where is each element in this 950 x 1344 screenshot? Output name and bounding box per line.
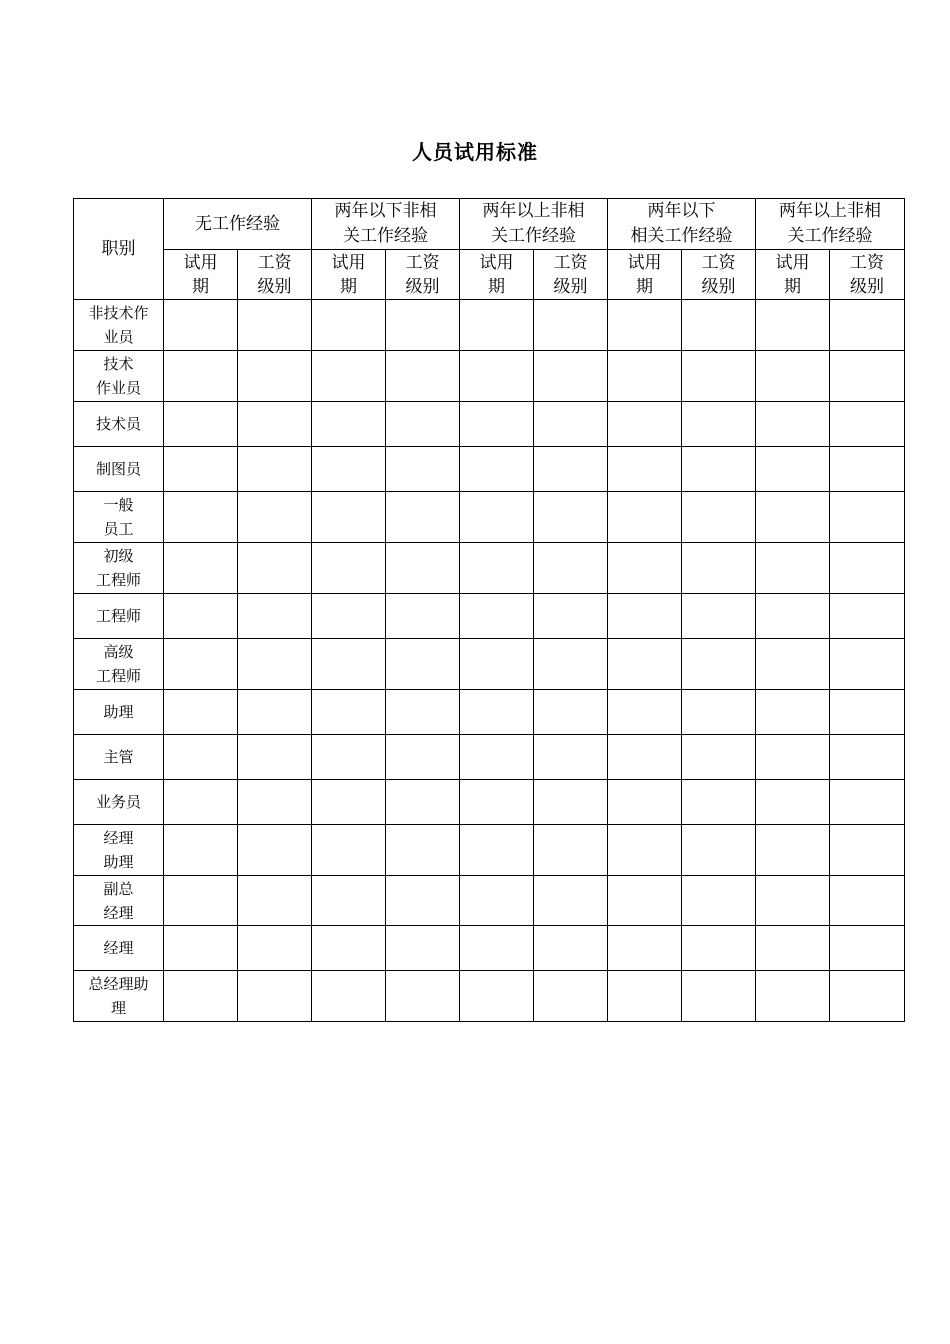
salary-grade-cell[interactable] xyxy=(682,300,756,351)
category-header-line2: 关工作经验 xyxy=(787,226,873,246)
salary-subheader-line2: 级别 xyxy=(553,276,588,297)
category-header-cell xyxy=(608,199,756,250)
probation-value-cell[interactable] xyxy=(756,300,830,351)
salary-grade-cell[interactable] xyxy=(238,971,312,1022)
probation-subheader-line2: 期 xyxy=(192,276,209,297)
probation-subheader-cell xyxy=(608,250,682,300)
salary-grade-cell[interactable] xyxy=(830,402,905,447)
position-label-cell xyxy=(74,780,164,825)
salary-subheader-cell xyxy=(238,250,312,300)
salary-grade-cell[interactable] xyxy=(830,690,905,735)
salary-grade-cell[interactable] xyxy=(386,447,460,492)
position-label-line1: 经理 xyxy=(103,829,134,847)
position-label-line2: 作业员 xyxy=(95,379,141,397)
table-row xyxy=(74,876,905,926)
position-label-cell xyxy=(74,876,164,926)
category-header-cell xyxy=(312,199,460,250)
probation-subheader-line2: 期 xyxy=(488,276,505,297)
salary-subheader-cell xyxy=(682,250,756,300)
probation-value-cell[interactable] xyxy=(460,926,534,971)
category-header-cell xyxy=(460,199,608,250)
header-row-categories xyxy=(74,199,905,250)
probation-value-cell[interactable] xyxy=(312,447,386,492)
salary-grade-cell[interactable] xyxy=(534,594,608,639)
position-label-cell xyxy=(74,971,164,1022)
salary-grade-cell[interactable] xyxy=(386,971,460,1022)
probation-value-cell[interactable] xyxy=(756,543,830,594)
salary-grade-cell[interactable] xyxy=(238,492,312,543)
probation-value-cell[interactable] xyxy=(608,971,682,1022)
probation-value-cell[interactable] xyxy=(756,690,830,735)
position-label-line2: 理 xyxy=(110,999,126,1017)
probation-value-cell[interactable] xyxy=(756,876,830,926)
probation-value-cell[interactable] xyxy=(312,351,386,402)
salary-grade-cell[interactable] xyxy=(534,300,608,351)
salary-grade-cell[interactable] xyxy=(238,690,312,735)
probation-value-cell[interactable] xyxy=(164,735,238,780)
probation-value-cell[interactable] xyxy=(756,926,830,971)
position-label-cell xyxy=(74,492,164,543)
probation-value-cell[interactable] xyxy=(460,351,534,402)
position-label-cell xyxy=(74,825,164,876)
salary-grade-cell[interactable] xyxy=(534,690,608,735)
probation-value-cell[interactable] xyxy=(608,402,682,447)
probation-value-cell[interactable] xyxy=(756,594,830,639)
probation-subheader-line1: 试用 xyxy=(331,252,366,273)
salary-grade-cell[interactable] xyxy=(534,492,608,543)
salary-grade-cell[interactable] xyxy=(830,926,905,971)
position-label-cell xyxy=(74,926,164,971)
probation-value-cell[interactable] xyxy=(756,447,830,492)
table-row xyxy=(74,447,905,492)
probation-value-cell[interactable] xyxy=(164,594,238,639)
salary-grade-cell[interactable] xyxy=(830,825,905,876)
position-label-line1: 副总 xyxy=(103,879,134,898)
probation-value-cell[interactable] xyxy=(312,876,386,926)
category-header-line2: 相关工作经验 xyxy=(630,226,733,246)
position-label-line1: 总经理助 xyxy=(88,975,149,993)
salary-grade-cell[interactable] xyxy=(534,971,608,1022)
salary-grade-cell[interactable] xyxy=(830,447,905,492)
probation-value-cell[interactable] xyxy=(312,690,386,735)
salary-grade-cell[interactable] xyxy=(682,971,756,1022)
salary-subheader-line1: 工资 xyxy=(553,252,588,273)
probation-value-cell[interactable] xyxy=(756,971,830,1022)
salary-grade-cell[interactable] xyxy=(534,780,608,825)
probation-value-cell[interactable] xyxy=(164,926,238,971)
salary-grade-cell[interactable] xyxy=(682,876,756,926)
position-label-line1: 一般 xyxy=(103,496,134,514)
position-label-line1: 非技术作 xyxy=(88,304,149,322)
salary-grade-cell[interactable] xyxy=(534,543,608,594)
probation-subheader-line2: 期 xyxy=(340,276,357,297)
probation-value-cell[interactable] xyxy=(756,639,830,690)
salary-grade-cell[interactable] xyxy=(386,351,460,402)
probation-value-cell[interactable] xyxy=(460,825,534,876)
table-row xyxy=(74,735,905,780)
position-label-line1: 技术 xyxy=(103,355,134,373)
probation-value-cell[interactable] xyxy=(460,543,534,594)
table-row xyxy=(74,300,905,351)
table-row xyxy=(74,594,905,639)
salary-grade-cell[interactable] xyxy=(386,300,460,351)
probation-value-cell[interactable] xyxy=(608,876,682,926)
corner-header-label: 职别 xyxy=(101,239,136,259)
table-row xyxy=(74,543,905,594)
position-label-line2: 助理 xyxy=(103,853,134,871)
probation-value-cell[interactable] xyxy=(164,300,238,351)
probation-value-cell[interactable] xyxy=(460,300,534,351)
salary-grade-cell[interactable] xyxy=(534,735,608,780)
salary-grade-cell[interactable] xyxy=(534,825,608,876)
salary-grade-cell[interactable] xyxy=(534,639,608,690)
probation-value-cell[interactable] xyxy=(164,780,238,825)
category-header-line1: 两年以下非相 xyxy=(334,201,437,221)
probation-value-cell[interactable] xyxy=(608,447,682,492)
table-row xyxy=(74,351,905,402)
table-row xyxy=(74,690,905,735)
salary-grade-cell[interactable] xyxy=(830,876,905,926)
position-label-cell xyxy=(74,351,164,402)
probation-value-cell[interactable] xyxy=(460,690,534,735)
probation-value-cell[interactable] xyxy=(312,971,386,1022)
salary-subheader-line2: 级别 xyxy=(850,276,884,297)
salary-grade-cell[interactable] xyxy=(386,492,460,543)
salary-grade-cell[interactable] xyxy=(238,543,312,594)
salary-grade-cell[interactable] xyxy=(386,402,460,447)
table-row xyxy=(74,639,905,690)
probation-subheader-cell xyxy=(312,250,386,300)
salary-grade-cell[interactable] xyxy=(682,594,756,639)
position-label-line1: 经理 xyxy=(103,939,134,957)
probation-value-cell[interactable] xyxy=(164,876,238,926)
probation-subheader-line1: 试用 xyxy=(479,252,514,273)
salary-grade-cell[interactable] xyxy=(830,735,905,780)
table-row xyxy=(74,971,905,1022)
probation-value-cell[interactable] xyxy=(608,690,682,735)
salary-grade-cell[interactable] xyxy=(238,351,312,402)
corner-header-cell xyxy=(74,199,164,300)
position-label-line2: 工程师 xyxy=(95,667,141,685)
position-label-line1: 助理 xyxy=(103,703,134,721)
salary-grade-cell[interactable] xyxy=(534,876,608,926)
position-label-cell xyxy=(74,543,164,594)
position-label-cell xyxy=(74,690,164,735)
probation-value-cell[interactable] xyxy=(312,926,386,971)
probation-value-cell[interactable] xyxy=(164,447,238,492)
probation-subheader-line1: 试用 xyxy=(775,252,810,273)
probation-value-cell[interactable] xyxy=(312,492,386,543)
probation-value-cell[interactable] xyxy=(608,543,682,594)
probation-value-cell[interactable] xyxy=(312,543,386,594)
salary-grade-cell[interactable] xyxy=(238,735,312,780)
position-label-line1: 高级 xyxy=(103,643,134,661)
probation-value-cell[interactable] xyxy=(608,825,682,876)
salary-grade-cell[interactable] xyxy=(682,926,756,971)
table-row xyxy=(74,492,905,543)
category-header-cell xyxy=(756,199,905,250)
probation-value-cell[interactable] xyxy=(460,447,534,492)
salary-grade-cell[interactable] xyxy=(682,690,756,735)
salary-grade-cell[interactable] xyxy=(238,825,312,876)
salary-grade-cell[interactable] xyxy=(238,639,312,690)
salary-subheader-line1: 工资 xyxy=(257,252,292,273)
probation-value-cell[interactable] xyxy=(164,971,238,1022)
salary-grade-cell[interactable] xyxy=(238,402,312,447)
salary-grade-cell[interactable] xyxy=(534,447,608,492)
probation-subheader-line1: 试用 xyxy=(627,252,662,273)
position-label-line1: 初级 xyxy=(103,547,134,565)
salary-subheader-cell xyxy=(534,250,608,300)
salary-grade-cell[interactable] xyxy=(238,594,312,639)
probation-value-cell[interactable] xyxy=(164,639,238,690)
position-label-cell xyxy=(74,447,164,492)
probation-value-cell[interactable] xyxy=(460,780,534,825)
table-body xyxy=(74,199,905,1022)
salary-grade-cell[interactable] xyxy=(386,543,460,594)
probation-value-cell[interactable] xyxy=(608,735,682,780)
probation-value-cell[interactable] xyxy=(164,351,238,402)
probation-value-cell[interactable] xyxy=(608,926,682,971)
probation-value-cell[interactable] xyxy=(756,492,830,543)
salary-grade-cell[interactable] xyxy=(238,300,312,351)
probation-value-cell[interactable] xyxy=(460,594,534,639)
probation-value-cell[interactable] xyxy=(608,492,682,543)
salary-grade-cell[interactable] xyxy=(682,351,756,402)
probation-value-cell[interactable] xyxy=(756,351,830,402)
salary-grade-cell[interactable] xyxy=(534,926,608,971)
probation-value-cell[interactable] xyxy=(312,300,386,351)
salary-subheader-line2: 级别 xyxy=(405,276,440,297)
probation-value-cell[interactable] xyxy=(460,639,534,690)
probation-value-cell[interactable] xyxy=(312,639,386,690)
probation-value-cell[interactable] xyxy=(608,780,682,825)
salary-subheader-line2: 级别 xyxy=(701,276,736,297)
probation-value-cell[interactable] xyxy=(164,402,238,447)
salary-subheader-line1: 工资 xyxy=(850,252,884,273)
position-label-line1: 业务员 xyxy=(95,793,141,811)
position-label-line1: 主管 xyxy=(103,748,134,766)
category-header-line2: 关工作经验 xyxy=(491,226,576,246)
position-label-line2: 经理 xyxy=(103,903,134,922)
probation-value-cell[interactable] xyxy=(608,300,682,351)
table-row xyxy=(74,402,905,447)
salary-grade-cell[interactable] xyxy=(830,300,905,351)
salary-grade-cell[interactable] xyxy=(534,351,608,402)
salary-grade-cell[interactable] xyxy=(386,690,460,735)
salary-grade-cell[interactable] xyxy=(682,639,756,690)
probation-value-cell[interactable] xyxy=(164,825,238,876)
probation-value-cell[interactable] xyxy=(460,876,534,926)
salary-grade-cell[interactable] xyxy=(682,780,756,825)
salary-grade-cell[interactable] xyxy=(682,825,756,876)
position-label-cell xyxy=(74,735,164,780)
salary-grade-cell[interactable] xyxy=(682,492,756,543)
salary-grade-cell[interactable] xyxy=(238,876,312,926)
probation-value-cell[interactable] xyxy=(164,492,238,543)
probation-value-cell[interactable] xyxy=(460,402,534,447)
page-title: 人员试用标准 xyxy=(412,140,538,164)
probation-value-cell[interactable] xyxy=(608,594,682,639)
salary-grade-cell[interactable] xyxy=(682,735,756,780)
salary-subheader-cell xyxy=(830,250,905,300)
category-header-line2: 关工作经验 xyxy=(343,226,428,246)
salary-grade-cell[interactable] xyxy=(830,543,905,594)
salary-grade-cell[interactable] xyxy=(386,735,460,780)
probation-value-cell[interactable] xyxy=(164,543,238,594)
position-label-cell xyxy=(74,300,164,351)
probation-value-cell[interactable] xyxy=(312,780,386,825)
probation-value-cell[interactable] xyxy=(756,735,830,780)
salary-grade-cell[interactable] xyxy=(830,639,905,690)
salary-grade-cell[interactable] xyxy=(682,402,756,447)
probation-value-cell[interactable] xyxy=(312,735,386,780)
probation-value-cell[interactable] xyxy=(460,735,534,780)
salary-grade-cell[interactable] xyxy=(830,594,905,639)
salary-grade-cell[interactable] xyxy=(830,351,905,402)
salary-grade-cell[interactable] xyxy=(386,594,460,639)
table-row xyxy=(74,926,905,971)
salary-grade-cell[interactable] xyxy=(682,447,756,492)
category-header-line1: 两年以上非相 xyxy=(779,201,881,221)
salary-grade-cell[interactable] xyxy=(386,639,460,690)
salary-grade-cell[interactable] xyxy=(238,447,312,492)
salary-grade-cell[interactable] xyxy=(830,492,905,543)
probation-standard-table xyxy=(73,198,905,1022)
probation-value-cell[interactable] xyxy=(164,690,238,735)
probation-value-cell[interactable] xyxy=(312,402,386,447)
table-row xyxy=(74,780,905,825)
salary-grade-cell[interactable] xyxy=(386,780,460,825)
salary-subheader-line2: 级别 xyxy=(257,276,292,297)
position-label-cell xyxy=(74,594,164,639)
probation-value-cell[interactable] xyxy=(460,971,534,1022)
probation-value-cell[interactable] xyxy=(460,492,534,543)
category-header-line1: 无工作经验 xyxy=(195,213,280,234)
position-label-line1: 工程师 xyxy=(95,607,141,625)
probation-subheader-cell xyxy=(164,250,238,300)
position-label-line1: 制图员 xyxy=(95,460,141,478)
table-row xyxy=(74,825,905,876)
position-label-line2: 工程师 xyxy=(95,571,141,589)
position-label-line1: 技术员 xyxy=(95,415,141,433)
salary-grade-cell[interactable] xyxy=(238,780,312,825)
probation-value-cell[interactable] xyxy=(608,639,682,690)
probation-subheader-line2: 期 xyxy=(784,276,801,297)
probation-value-cell[interactable] xyxy=(756,825,830,876)
salary-subheader-cell xyxy=(386,250,460,300)
salary-grade-cell[interactable] xyxy=(534,402,608,447)
header-row-subcolumns xyxy=(74,250,905,300)
probation-subheader-cell xyxy=(460,250,534,300)
salary-grade-cell[interactable] xyxy=(386,825,460,876)
salary-grade-cell[interactable] xyxy=(386,876,460,926)
probation-subheader-line1: 试用 xyxy=(183,252,218,273)
category-header-cell xyxy=(164,199,312,250)
salary-grade-cell[interactable] xyxy=(386,926,460,971)
probation-value-cell[interactable] xyxy=(312,825,386,876)
salary-grade-cell[interactable] xyxy=(830,780,905,825)
probation-value-cell[interactable] xyxy=(756,402,830,447)
salary-subheader-line1: 工资 xyxy=(405,252,440,273)
salary-grade-cell[interactable] xyxy=(238,926,312,971)
position-label-line2: 员工 xyxy=(103,520,134,538)
category-header-line1: 两年以下 xyxy=(647,201,716,221)
salary-subheader-line1: 工资 xyxy=(701,252,736,273)
category-header-line1: 两年以上非相 xyxy=(482,201,585,221)
probation-value-cell[interactable] xyxy=(756,780,830,825)
probation-value-cell[interactable] xyxy=(312,594,386,639)
probation-subheader-line2: 期 xyxy=(636,276,653,297)
probation-subheader-cell xyxy=(756,250,830,300)
probation-value-cell[interactable] xyxy=(608,351,682,402)
salary-grade-cell[interactable] xyxy=(830,971,905,1022)
position-label-cell xyxy=(74,639,164,690)
salary-grade-cell[interactable] xyxy=(682,543,756,594)
position-label-line2: 业员 xyxy=(103,328,134,346)
position-label-cell xyxy=(74,402,164,447)
